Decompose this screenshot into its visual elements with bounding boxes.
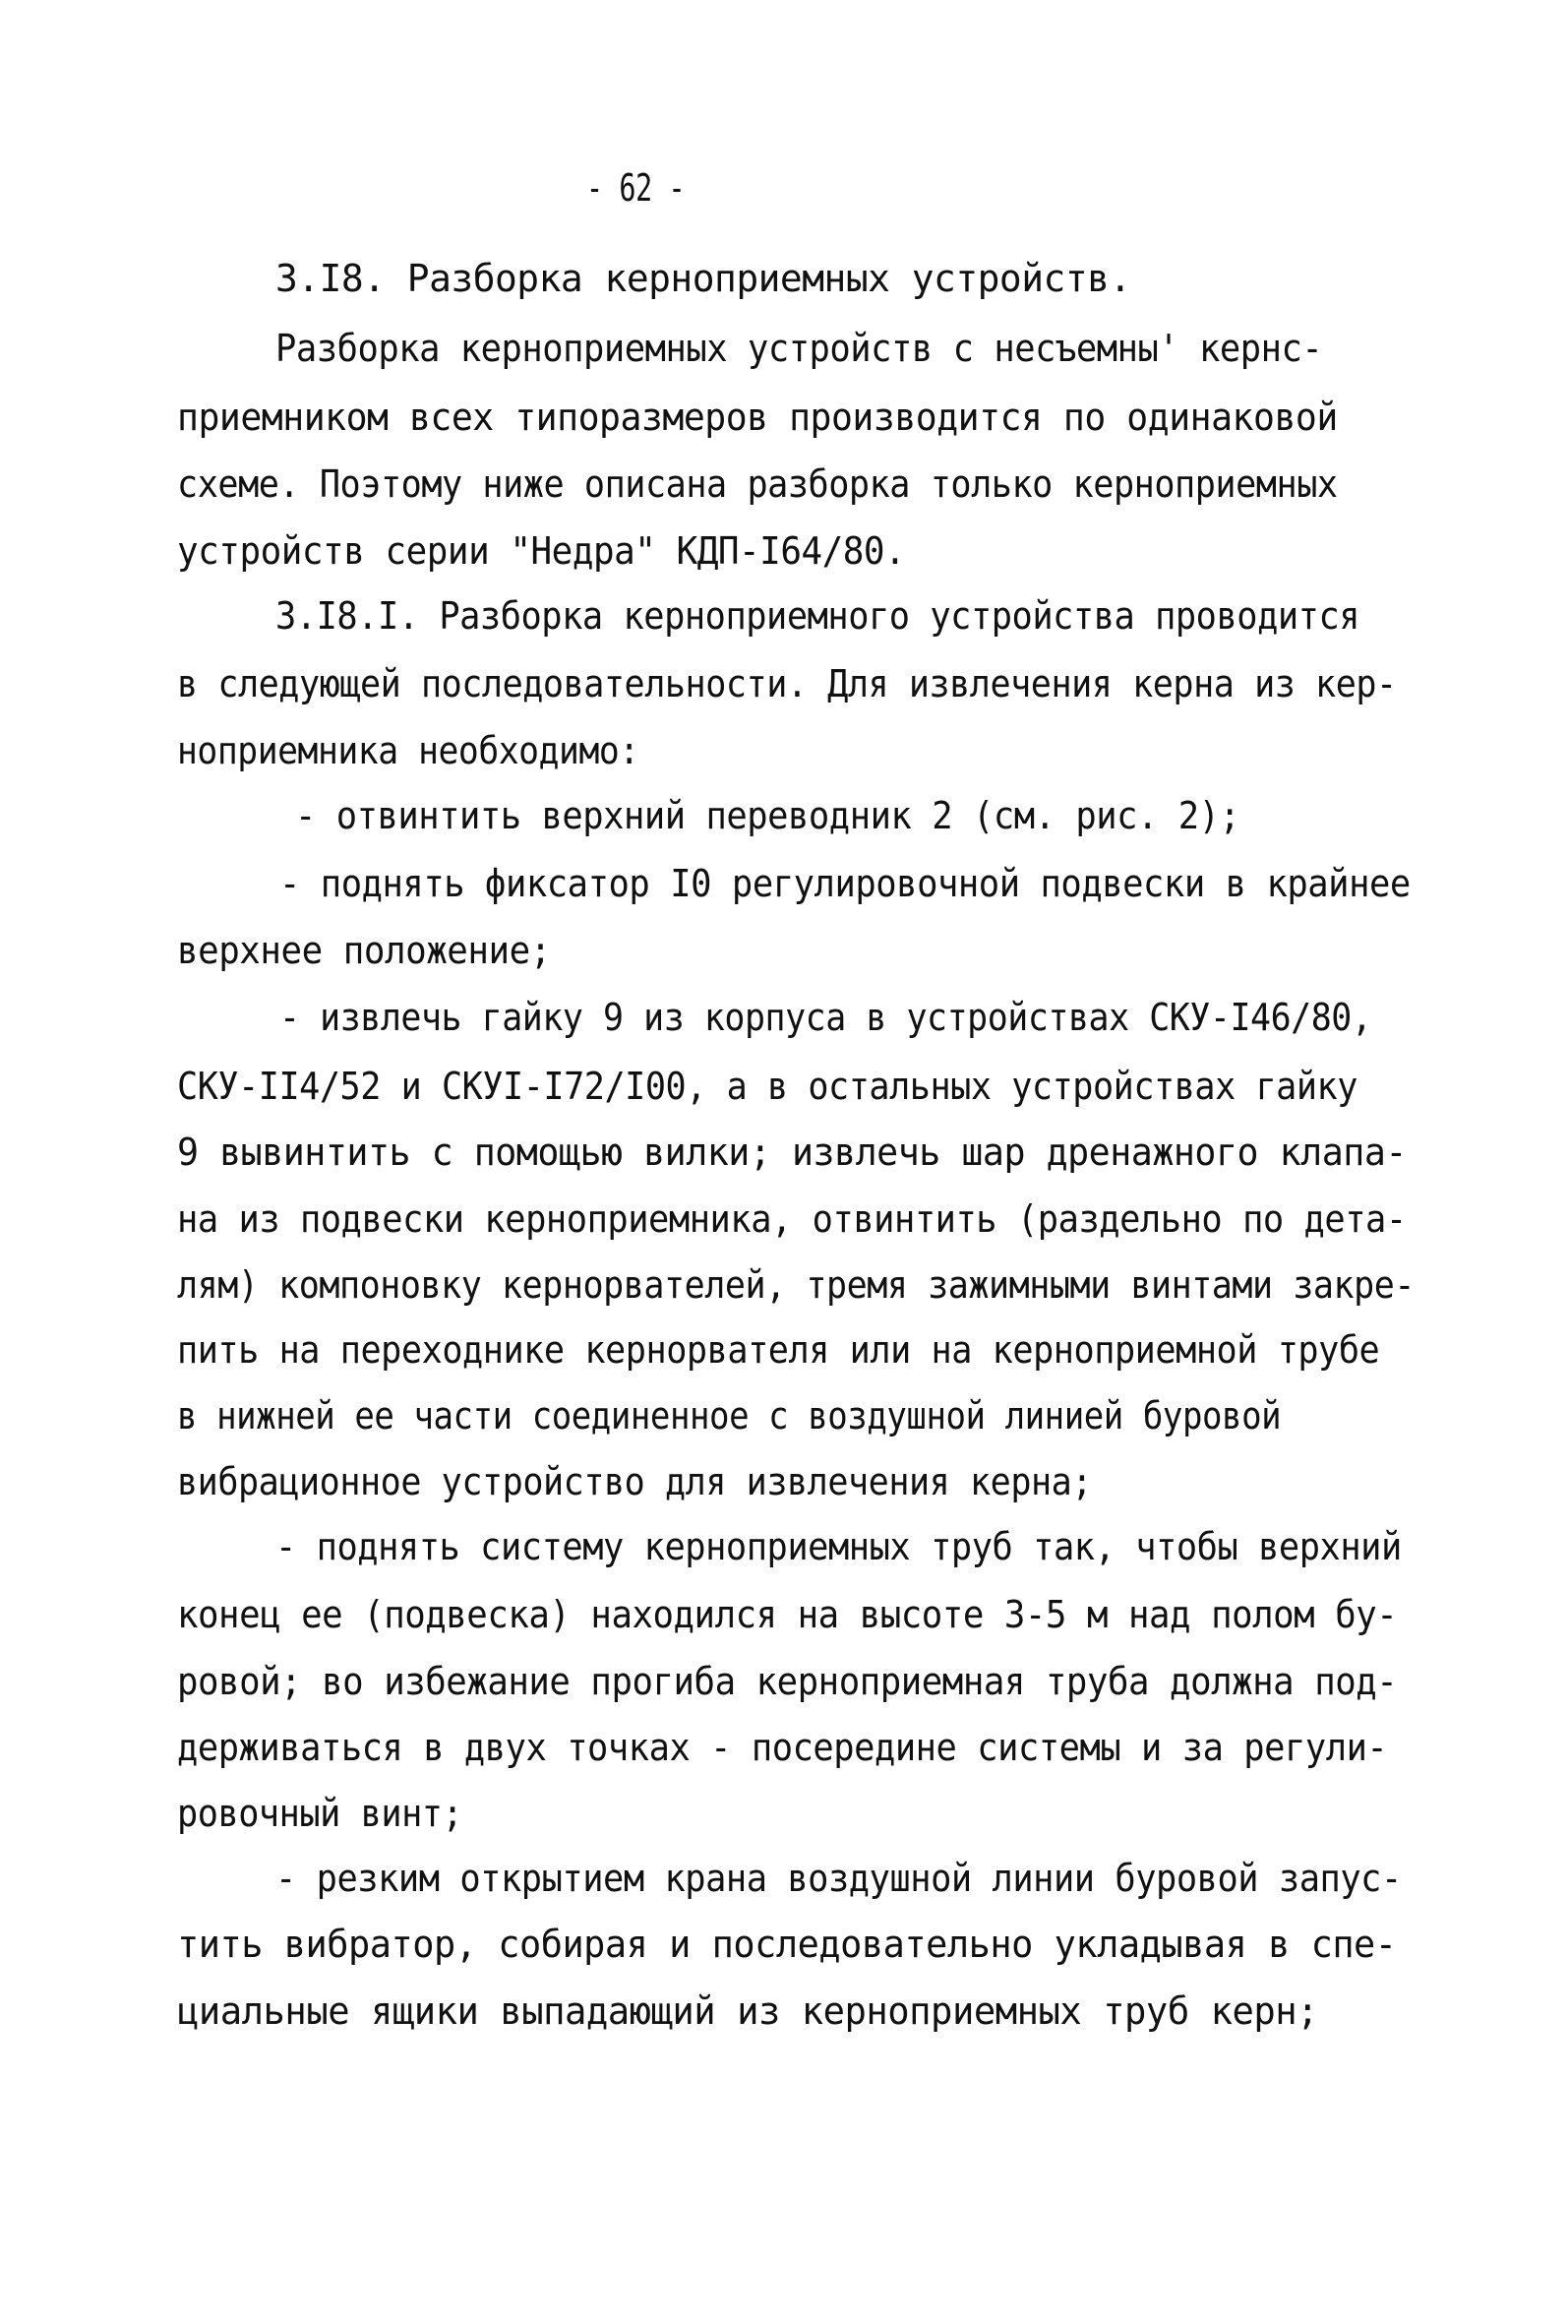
step-line: верхнее положение; <box>177 929 551 972</box>
intro-line: приемником всех типоразмеров производится по одинаковой <box>177 396 1338 439</box>
step-line: - извлечь гайку 9 из корпуса в устройствах СКУ-I46/80, <box>279 996 1372 1039</box>
intro-line: устройств серии "Недра" КДП-I64/80. <box>177 529 906 573</box>
step-line: конец ее (подвеска) находился на высоте 3-5 м над полом бу- <box>177 1593 1398 1636</box>
step-line: ровой; во избежание прогиба керноприемная труба должна под- <box>177 1660 1398 1703</box>
step-line: циальные ящики выпадающий из керноприемных труб керн; <box>177 1989 1319 2033</box>
step-line: ровочный винт; <box>177 1792 463 1835</box>
step-line: - поднять систему керноприемных труб так, чтобы верхний <box>275 1525 1402 1568</box>
step-line: пить на переходнике кернорвателя или на керноприемной трубе <box>177 1328 1380 1372</box>
intro-line: Разборка керноприемных устройств с несъемны' кернс- <box>275 327 1323 370</box>
step-line: тить вибратор, собирая и последовательно укладывая в спе- <box>177 1923 1397 1966</box>
subsection-line: 3.I8.I. Разборка керноприемного устройства проводится <box>275 594 1360 638</box>
step-line: держиваться в двух точках - посередине системы и за регули- <box>177 1726 1388 1769</box>
step-line: вибрационное устройство для извлечения керна; <box>177 1460 1093 1503</box>
intro-line: схеме. Поэтому ниже описана разборка только керноприемных <box>177 462 1338 506</box>
subsection-line: в следующей последовательности. Для извлечения керна из кер- <box>177 662 1397 705</box>
step-line: - отвинтить верхний переводник 2 (см. рис. 2); <box>295 794 1240 837</box>
step-line: лям) компоновку кернорвателей, тремя зажимными винтами закре- <box>177 1263 1416 1307</box>
step-line: в нижней ее части соединенное с воздушной линией буровой <box>177 1394 1282 1437</box>
section-heading: 3.I8. Разборка керноприемных устройств. <box>275 257 1131 300</box>
step-line: на из подвески керноприемника, отвинтить (раздельно по дета- <box>177 1197 1407 1241</box>
step-line: - поднять фиксатор I0 регулировочной подвески в крайнее <box>279 862 1411 905</box>
subsection-line: ноприемника необходимо: <box>177 729 639 772</box>
step-line: - резким открытием крана воздушной линии буровой запус- <box>275 1857 1402 1900</box>
page-number: - 62 - <box>586 166 686 210</box>
step-line: 9 вывинтить с помощью вилки; извлечь шар дренажного клапа- <box>177 1131 1407 1174</box>
step-line: СКУ-II4/52 и СКУI-I72/I00, а в остальных устройствах гайку <box>177 1065 1357 1108</box>
